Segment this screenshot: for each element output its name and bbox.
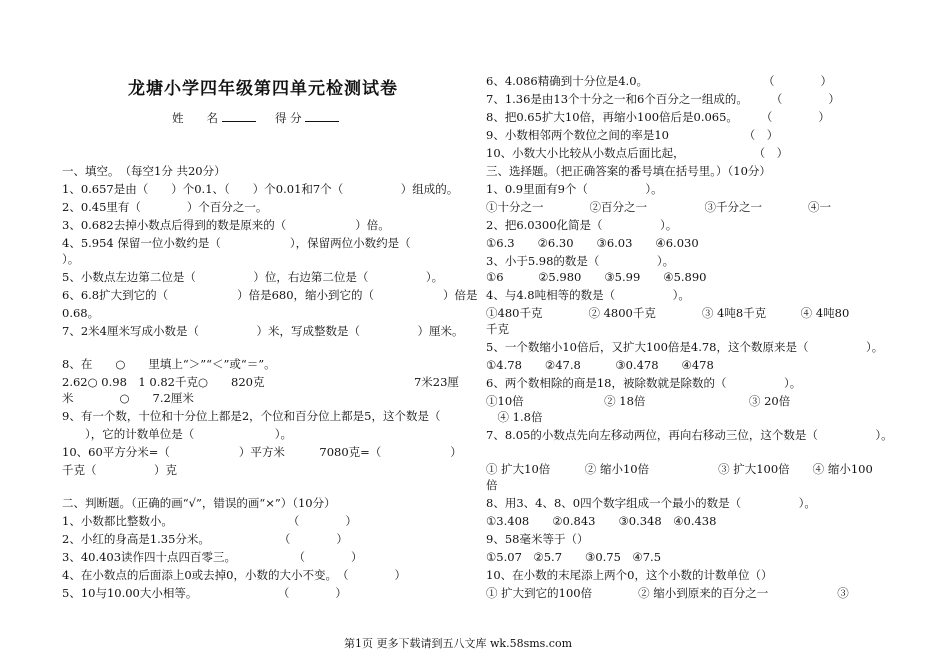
text-line: 9、有一个数，十位和十分位上都是2，个位和百分位上都是5，这个数是（ — [62, 409, 441, 423]
text-line: 2、0.45里有（ ）个百分之一。 — [62, 200, 268, 214]
text-line: ④ 1.8倍 — [486, 410, 543, 424]
text-line: ）。 — [62, 252, 80, 266]
text-line: 9、58毫米等于（） — [486, 532, 589, 546]
name-label: 姓 名 — [172, 111, 218, 125]
text-line: 7、1.36是由13个十分之一和6个百分之一组成的。 （ ） — [486, 92, 840, 106]
text-line: 3、40.403读作四十点四百零三。 （ ） — [62, 550, 363, 564]
text-line: 4、5.954 保留一位小数约是（ ），保留两位小数约是（ — [62, 236, 411, 250]
score-label: 得 分 — [274, 111, 302, 125]
text-line: 6、6.8扩大到它的（ ）倍是680，缩小到它的（ ）倍是 — [62, 288, 478, 302]
text-line: ① 扩大10倍 ② 缩小10倍 ③ 扩大100倍 ④ 缩小100 — [486, 462, 873, 476]
text-line: 6、两个数相除的商是18，被除数就是除数的（ ）。 — [486, 376, 802, 390]
name-blank — [222, 111, 256, 122]
text-line: 4、在小数点的后面添上0或去掉0，小数的大小不变。 （ ） — [62, 568, 406, 582]
text-line: ①10倍 ② 18倍 ③ 20倍 — [486, 394, 791, 408]
text-line: ①3.408 ②0.843 ③0.348 ④0.438 — [486, 514, 717, 528]
text-line: ①4.78 ②47.8 ③0.478 ④478 — [486, 358, 714, 372]
text-line: 2.62○ 0.98 1 0.82千克○ 820克 7米23厘 — [62, 375, 459, 389]
text-line: 0.68。 — [62, 306, 100, 320]
text-line: 10、小数大小比较从小数点后面比起， （ ） — [486, 146, 789, 160]
text-line: 9、小数相邻两个数位之间的率是10 （ ） — [486, 128, 779, 142]
text-line: 6、4.086精确到十分位是4.0。 （ ） — [486, 74, 833, 88]
text-line: 10、在小数的末尾添上两个0，这个小数的计数单位（） — [486, 568, 773, 582]
text-line: ①480千克 ② 4800千克 ③ 4吨8千克 ④ 4吨80 — [486, 306, 850, 320]
page-title: 龙塘小学四年级第四单元检测试卷 — [128, 79, 398, 99]
text-line: ），它的计数单位是（ ）。 — [62, 427, 292, 441]
text-line: ①十分之一 ②百分之一 ③千分之一 ④一 — [486, 200, 831, 214]
text-line: 1、小数都比整数小。 （ ） — [62, 514, 357, 528]
text-line: 倍 — [486, 478, 498, 492]
text-line: 千克（ ）克 — [62, 463, 177, 477]
text-line: ①6.3 ②6.30 ③6.03 ④6.030 — [486, 236, 699, 250]
text-line: 8、把0.65扩大10倍，再缩小100倍后是0.065。 （ ） — [486, 110, 830, 124]
text-line: ①6 ②5.980 ③5.99 ④5.890 — [486, 270, 707, 284]
text-line: ① 扩大到它的100倍 ② 缩小到原来的百分之一 ③ — [486, 586, 849, 600]
page-footer: 第1页 更多下载请到五八文库 wk.58sms.com — [344, 637, 572, 650]
text-line: 7、8.05的小数点先向左移动两位，再向右移动三位，这个数是（ ）。 — [486, 428, 893, 442]
text-line: 7、2米4厘米写成小数是（ ）米，写成整数是（ ）厘米。 — [62, 324, 464, 338]
text-line: 5、小数点左边第二位是（ ）位，右边第二位是（ ）。 — [62, 270, 444, 284]
text-line: 一、填空。 （每空1分 共20分） — [62, 164, 226, 178]
text-line: 2、小红的身高是1.35分米。 （ ） — [62, 532, 348, 546]
text-line: 5、10与10.00大小相等。 （ ） — [62, 586, 347, 600]
text-line: 8、用3、4、8、0四个数字组成一个最小的数是（ ）。 — [486, 496, 816, 510]
text-line: 5、一个数缩小10倍后，又扩大100倍是4.78，这个数原来是（ ）。 — [486, 340, 884, 354]
text-line: 2、把6.0300化简是（ ）。 — [486, 218, 678, 232]
text-line: 4、与4.8吨相等的数是（ ）。 — [486, 288, 690, 302]
text-line: 1、0.9里面有9个（ ）。 — [486, 182, 663, 196]
text-line: 3、0.682去掉小数点后得到的数是原来的（ ）倍。 — [62, 218, 390, 232]
text-line: ①5.07 ②5.7 ③0.75 ④7.5 — [486, 550, 662, 564]
text-line: 3、小于5.98的数是（ ）。 — [486, 254, 675, 268]
text-line: 10、60平方分米=（ ）平方米 7080克=（ ） — [62, 445, 462, 459]
text-line: 1、0.657是由（ ）个0.1、（ ）个0.01和7个（ ）组成的。 — [62, 182, 459, 196]
text-line: 千克 — [486, 322, 509, 336]
student-info — [172, 110, 339, 126]
text-line: 二、判断题。（正确的画“√”，错误的画“×”）（10分） — [62, 496, 336, 510]
text-line: 8、在 ○ 里填上“＞”“＜”或“＝”。 — [62, 357, 276, 371]
text-line: 米 ○ 7.2厘米 — [62, 391, 194, 405]
text-line: 三、选择题。（把正确答案的番号填在括号里。）（10分） — [486, 164, 771, 178]
score-blank — [305, 111, 339, 122]
